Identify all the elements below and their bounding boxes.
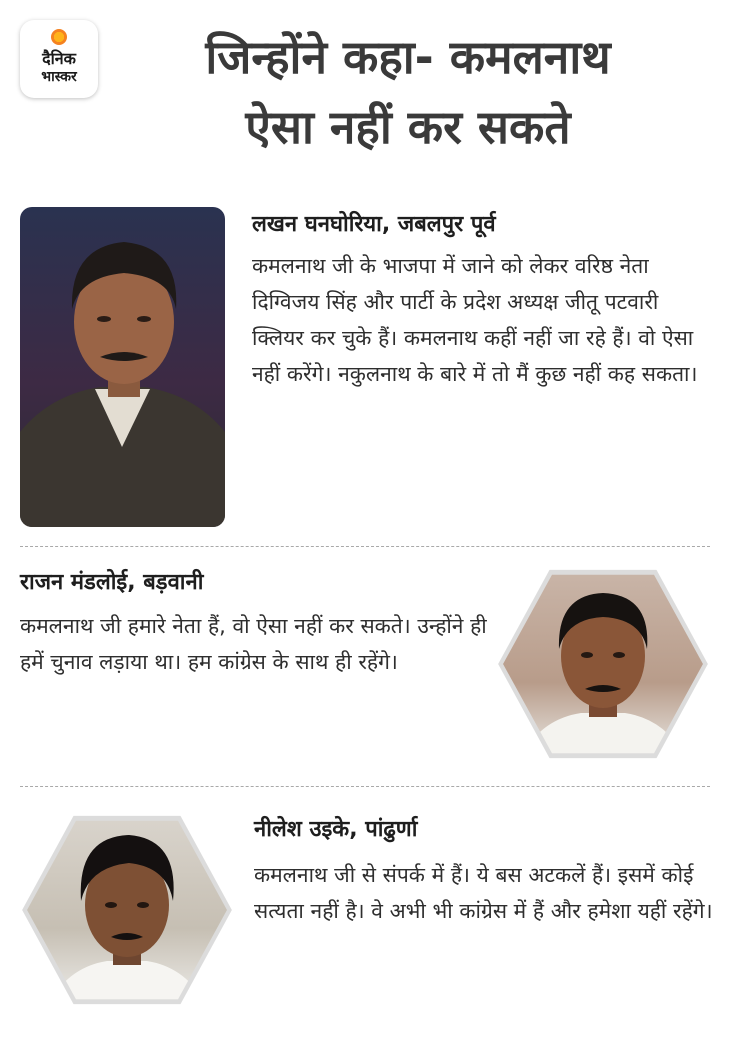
person-quote: कमलनाथ जी से संपर्क में हैं। ये बस अटकलें हैं। इसमें कोई सत्यता नहीं है। वे अभी भी कांग्रेस में हैं और हमेशा यहीं रहेंगे। <box>254 863 713 923</box>
photo-rajan-mandloi <box>496 566 710 762</box>
person-card-2 <box>20 568 490 680</box>
header <box>0 0 730 190</box>
dainik-bhaskar-logo[interactable] <box>20 20 98 98</box>
logo-text-line1: दैनिक <box>42 49 76 68</box>
portrait-icon <box>20 207 225 527</box>
person-quote: कमलनाथ जी के भाजपा में जाने को लेकर वरिष्ठ नेता दिग्विजय सिंह और पार्टी के प्रदेश अध्यक्ष जीतू पटवारी क्लियर कर चुके हैं। कमलनाथ कहीं नहीं जा रहे हैं। वो ऐसा नहीं करेंगे। नकुलनाथ के बारे में तो मैं कुछ नहीं कह सकता। <box>252 254 698 386</box>
person-name: नीलेश उइके, पांढुर्णा <box>254 817 418 842</box>
person-name: राजन मंडलोई, बड़वानी <box>20 570 204 595</box>
divider <box>20 546 710 547</box>
portrait-icon <box>501 571 705 757</box>
person-card-3 <box>254 815 714 929</box>
sun-icon <box>51 29 67 45</box>
divider <box>20 786 710 787</box>
logo-text-line2: भास्कर <box>41 69 77 85</box>
person-quote: कमलनाथ जी हमारे नेता हैं, वो ऐसा नहीं कर सकते। उन्होंने ही हमें चुनाव लड़ाया था। हम कांग्रेस के साथ ही रहेंगे। <box>20 614 487 674</box>
title-line-1: जिन्होंने कहा- कमलनाथ <box>205 30 611 84</box>
photo-nilesh-uikey <box>20 812 234 1008</box>
person-name: लखन घनघोरिया, जबलपुर पूर्व <box>252 212 496 237</box>
portrait-icon <box>25 817 229 1003</box>
person-card-1 <box>252 210 712 392</box>
page-title <box>108 22 708 162</box>
photo-lakhan-ghanghoriya <box>20 207 225 527</box>
title-line-2: ऐसा नहीं कर सकते <box>245 100 571 154</box>
